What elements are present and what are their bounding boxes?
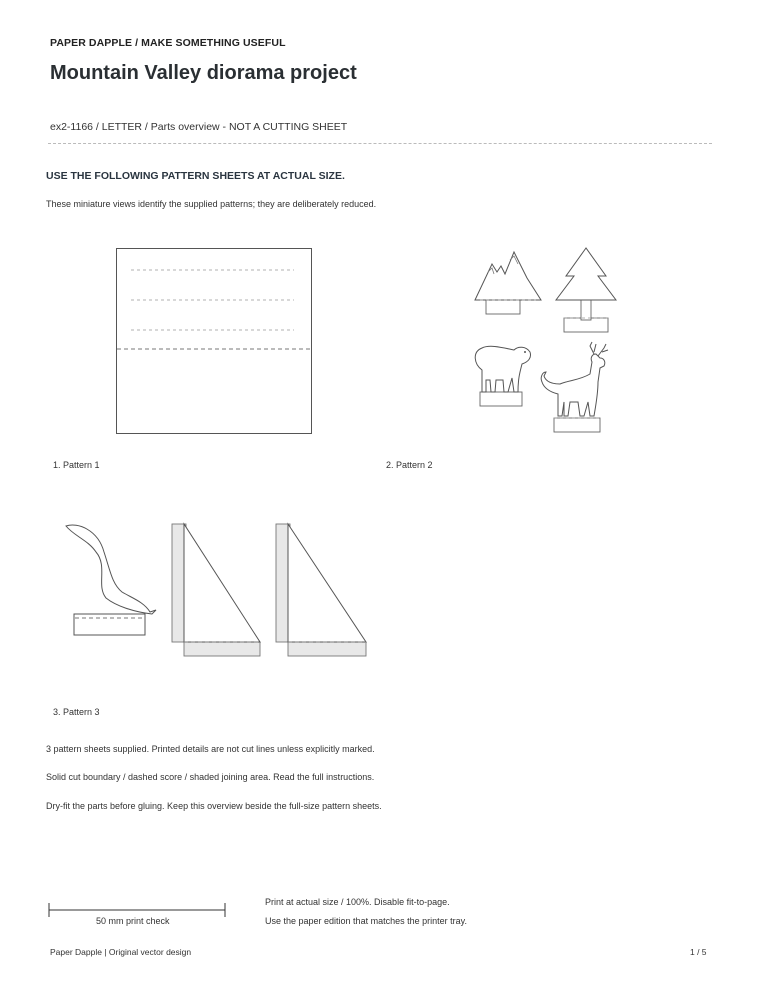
note-dry-fit: Dry-fit the parts before gluing. Keep this overview beside the full-size pattern sheets. — [46, 801, 382, 811]
pattern-3-preview — [60, 520, 380, 660]
mountain-piece — [475, 252, 541, 314]
pattern-2-preview — [470, 246, 640, 436]
print-note-paper: Use the paper edition that matches the printer tray. — [265, 916, 467, 926]
scale-label: 50 mm print check — [96, 916, 170, 926]
tree-piece — [556, 248, 616, 332]
pattern-1-outline — [117, 249, 312, 434]
triangle-stand-1 — [172, 524, 260, 656]
footer-credit: Paper Dapple | Original vector design — [50, 947, 192, 957]
brand-line: PAPER DAPPLE / MAKE SOMETHING USEFUL — [50, 37, 286, 49]
pattern-3-caption: 3. Pattern 3 — [53, 707, 100, 717]
pattern-1-preview — [116, 248, 316, 438]
bear-piece — [475, 346, 530, 406]
deer-piece — [541, 342, 608, 432]
page-title: Mountain Valley diorama project — [50, 62, 357, 84]
instructions-heading: USE THE FOLLOWING PATTERN SHEETS AT ACTUAL SIZE. — [46, 170, 345, 182]
instructions-subtext: These miniature views identify the supplied patterns; they are deliberately reduced. — [46, 199, 377, 209]
header-divider — [48, 143, 712, 144]
print-note-size: Print at actual size / 100%. Disable fit-to-page. — [265, 897, 450, 907]
note-legend: Solid cut boundary / dashed score / shaded joining area. Read the full instructions. — [46, 772, 375, 782]
curved-piece — [66, 525, 156, 635]
pattern-1-caption: 1. Pattern 1 — [53, 460, 100, 470]
triangle-stand-2 — [276, 524, 366, 656]
note-sheets: 3 pattern sheets supplied. Printed details are not cut lines unless explicitly marked. — [46, 744, 375, 754]
page-number: 1 / 5 — [690, 947, 707, 957]
pattern-2-caption: 2. Pattern 2 — [386, 460, 433, 470]
document-meta: ex2-1166 / LETTER / Parts overview - NOT A CUTTING SHEET — [50, 121, 348, 133]
